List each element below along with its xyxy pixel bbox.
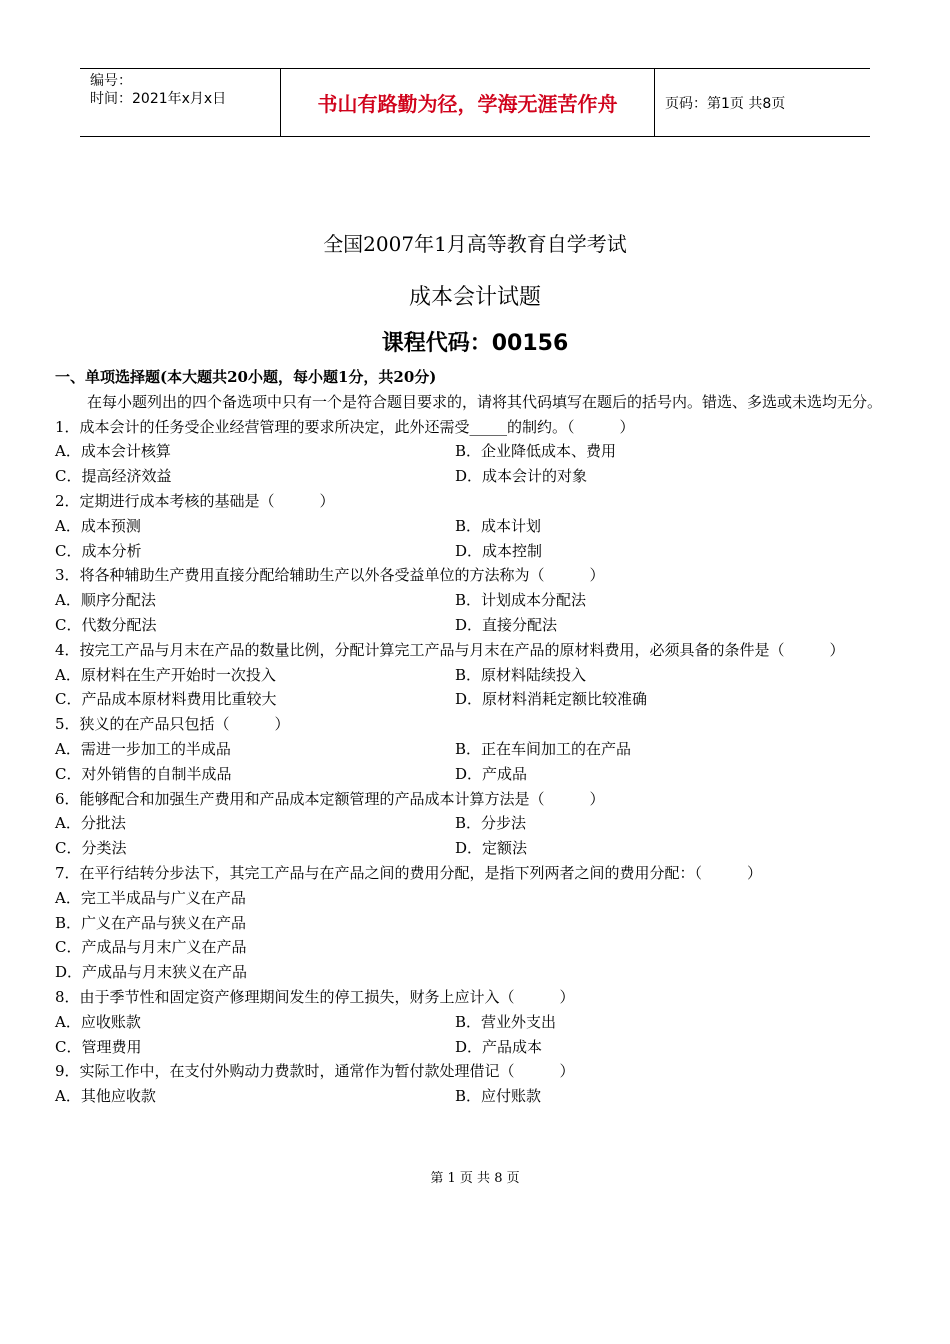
question-text: 9．实际工作中，在支付外购动力费款时，通常作为暂付款处理借记（ ） [55, 1062, 575, 1081]
option-b: B．分步法 [455, 814, 527, 833]
exam-title: 全国2007年1月高等教育自学考试 [323, 232, 627, 256]
section-heading: 一、单项选择题(本大题共20小题，每小题1分，共20分) [55, 368, 437, 386]
question-block [55, 787, 900, 861]
question-text: 1．成本会计的任务受企业经营管理的要求所决定，此外还需受_____的制约。（ ） [55, 417, 635, 436]
question-text: 2．定期进行成本考核的基础是（ ） [55, 491, 335, 510]
option-a: A．应收账款 [55, 1012, 141, 1031]
option-b: B．成本计划 [455, 516, 542, 535]
option-a: A．原材料在生产开始时一次投入 [55, 665, 276, 684]
option-d: D．产品成本 [455, 1037, 543, 1056]
option-b: B．广义在产品与狭义在产品 [55, 913, 247, 932]
course-code: 课程代码：00156 [381, 331, 569, 356]
option-b: B．正在车间加工的在产品 [455, 739, 632, 758]
option-a: A．完工半成品与广义在产品 [55, 888, 246, 907]
option-c: C．产品成本原材料费用比重较大 [55, 690, 277, 709]
option-d: D．直接分配法 [455, 615, 558, 634]
option-b: B．计划成本分配法 [455, 591, 587, 610]
question-text: 5．狭义的在产品只包括（ ） [55, 715, 290, 734]
option-a: A．顺序分配法 [55, 591, 156, 610]
header-page-info: 页码：第1页 共8页 [665, 95, 786, 112]
question-block [55, 489, 900, 563]
question-text: 6．能够配合和加强生产费用和产品成本定额管理的产品成本计算方法是（ ） [55, 789, 605, 808]
option-c: C．对外销售的自制半成品 [55, 764, 232, 783]
time-label: 时间：2021年x月x日 [90, 91, 227, 107]
question-block [55, 1059, 900, 1109]
option-d: D．成本会计的对象 [455, 467, 588, 486]
option-c: C．成本分析 [55, 541, 142, 560]
section-instruction: 在每小题列出的四个备选项中只有一个是符合题目要求的，请将其代码填写在题后的括号内。错选、多选或未选均无分。 [87, 392, 883, 411]
question-block [55, 563, 900, 637]
option-d: D．原材料消耗定额比较准确 [455, 690, 648, 709]
option-a: A．需进一步加工的半成品 [55, 739, 231, 758]
option-c: C．分类法 [55, 839, 127, 858]
question-text: 3．将各种辅助生产费用直接分配给辅助生产以外各受益单位的方法称为（ ） [55, 566, 605, 585]
option-b: B．应付账款 [455, 1087, 542, 1106]
option-d: D．产成品与月末狭义在产品 [55, 963, 248, 982]
option-c: C．产成品与月末广义在产品 [55, 938, 247, 957]
exam-content [55, 365, 900, 1109]
question-block [55, 415, 900, 489]
page-header [80, 68, 870, 137]
option-c: C．管理费用 [55, 1037, 142, 1056]
option-a: A．分批法 [55, 814, 126, 833]
option-a: A．成本会计核算 [55, 442, 171, 461]
page-footer: 第 1 页 共 8 页 [430, 1171, 520, 1186]
option-d: D．成本控制 [455, 541, 543, 560]
question-text: 8．由于季节性和固定资产修理期间发生的停工损失，财务上应计入（ ） [55, 987, 575, 1006]
subject-title: 成本会计试题 [408, 285, 541, 310]
question-text: 7．在平行结转分步法下，其完工产品与在产品之间的费用分配，是指下列两者之间的费用分配：（ ） [55, 863, 763, 882]
header-meta [80, 69, 281, 136]
question-block [55, 861, 900, 985]
option-a: A．成本预测 [55, 516, 141, 535]
option-b: B．企业降低成本、费用 [455, 442, 617, 461]
option-d: D．产成品 [455, 764, 528, 783]
option-c: C．提高经济效益 [55, 467, 172, 486]
question-block [55, 985, 900, 1059]
question-text: 4．按完工产品与月末在产品的数量比例，分配计算完工产品与月末在产品的原材料费用，必须具备的条件是（ ） [55, 640, 845, 659]
option-a: A．其他应收款 [55, 1087, 156, 1106]
option-b: B．营业外支出 [455, 1012, 557, 1031]
question-block [55, 712, 900, 786]
option-c: C．代数分配法 [55, 615, 157, 634]
question-block [55, 638, 900, 712]
option-d: D．定额法 [455, 839, 528, 858]
number-label: 编号： [90, 73, 132, 89]
option-b: B．原材料陆续投入 [455, 665, 587, 684]
header-motto: 书山有路勤为径，学海无涯苦作舟 [281, 69, 655, 136]
